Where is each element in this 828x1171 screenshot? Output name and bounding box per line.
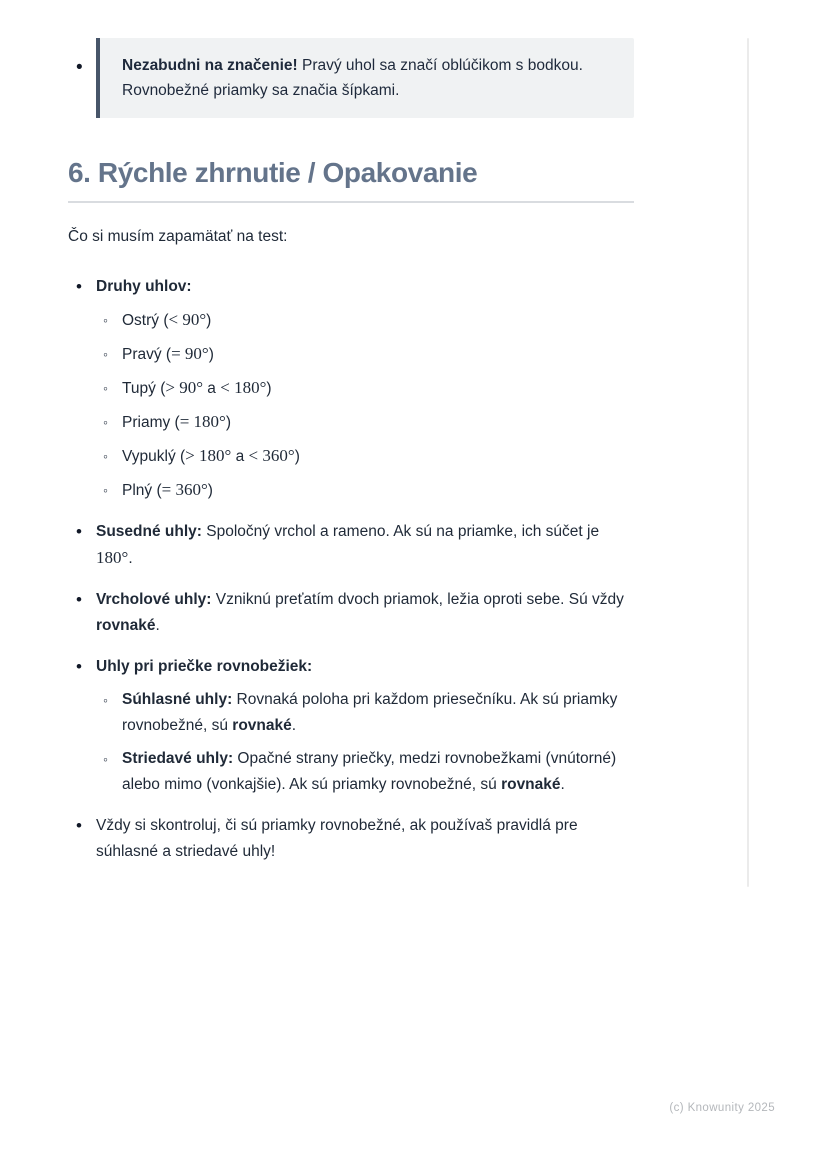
circle-marker: ◦	[103, 380, 108, 396]
item-text: )	[207, 482, 213, 499]
item-text: )	[294, 448, 300, 465]
list-item-suhlasne-uhly	[96, 687, 634, 739]
item-text: )	[206, 312, 212, 329]
section-heading: 6. Rýchle zhrnutie / Opakovanie	[68, 157, 478, 188]
callout-box	[96, 38, 634, 118]
circle-marker: ◦	[103, 692, 108, 708]
bullet-marker: •	[76, 57, 83, 78]
math-value: > 90°	[165, 378, 203, 397]
item-text: Plný (	[122, 482, 162, 499]
copyright-text: (c) Knowunity 2025	[669, 1102, 775, 1114]
bullet-marker: •	[76, 590, 82, 609]
circle-marker: ◦	[103, 312, 108, 328]
list-item-priamy	[96, 409, 634, 436]
item-text: Spoločný vrchol a rameno. Ak sú na priamke, ich súčet je	[201, 523, 600, 540]
callout-bold-text: Nezabudni na značenie!	[122, 57, 298, 74]
math-value: > 180°	[185, 446, 232, 465]
list-item-vypukly	[96, 443, 634, 470]
math-value: < 90°	[168, 310, 207, 329]
item-text: .	[560, 776, 565, 793]
circle-marker: ◦	[103, 751, 108, 767]
list-item-vrcholove-uhly	[68, 587, 634, 639]
math-value: < 180°	[220, 378, 267, 397]
item-text: a	[231, 448, 249, 465]
item-label: Druhy uhlov:	[96, 278, 192, 295]
intro-text: Čo si musím zapamätať na test:	[68, 228, 288, 245]
item-label: Súhlasné uhly:	[122, 691, 233, 708]
page-edge-divider	[747, 38, 749, 887]
bullet-marker: •	[76, 657, 82, 676]
circle-marker: ◦	[103, 414, 108, 430]
item-label: Striedavé uhly:	[122, 750, 234, 767]
summary-list	[68, 274, 634, 865]
list-item-plny	[96, 477, 634, 504]
circle-marker: ◦	[103, 346, 108, 362]
item-text: )	[225, 414, 232, 431]
list-item-striedave-uhly	[96, 746, 634, 798]
bullet-marker: •	[76, 816, 82, 835]
bullet-marker: •	[76, 277, 82, 296]
math-value: = 180°	[179, 412, 226, 431]
item-emphasis: rovnaké	[232, 717, 292, 734]
item-text: Vypuklý (	[122, 448, 186, 465]
angle-types-list	[96, 307, 634, 504]
list-item-priecka	[68, 654, 634, 798]
item-emphasis: rovnaké	[501, 776, 561, 793]
item-text: Tupý (	[122, 380, 166, 397]
list-item-tupy	[96, 375, 634, 402]
document-content	[68, 38, 634, 880]
item-emphasis: rovnaké	[96, 617, 156, 634]
item-text: a	[203, 380, 221, 397]
item-text: .	[128, 550, 133, 567]
item-label: Uhly pri priečke rovnobežiek:	[96, 658, 313, 675]
math-value: < 360°	[248, 446, 295, 465]
list-item-final-note	[68, 813, 634, 865]
item-text: )	[208, 346, 214, 363]
item-text: )	[266, 380, 272, 397]
item-text: .	[291, 717, 297, 734]
item-text: Ostrý (	[122, 312, 169, 329]
item-text: Opačné strany priečky, medzi rovnobežkami (vnútorné) alebo mimo (vonkajšie). Ak sú priamky rovnobežné, sú	[122, 750, 617, 793]
callout-text: Pravý uhol sa značí oblúčikom s bodkou. Rovnobežné priamky sa značia šípkami.	[122, 57, 583, 99]
item-text: Priamy (	[122, 414, 180, 431]
item-text: Vždy si skontroluj, či sú priamky rovnobežné, ak používaš pravidlá pre súhlasné a striedavé uhly!	[96, 817, 578, 860]
item-text: Vzniknú preťatím dvoch priamok, ležia oproti sebe. Sú vždy	[211, 591, 624, 608]
circle-marker: ◦	[103, 448, 108, 464]
list-item-druhy-uhlov	[68, 274, 634, 504]
item-text: Pravý (	[122, 346, 172, 363]
item-label: Susedné uhly:	[96, 523, 202, 540]
list-item-susedne-uhly	[68, 519, 634, 572]
heading-divider	[68, 201, 634, 203]
item-text: .	[155, 617, 160, 634]
list-item-pravy	[96, 341, 634, 368]
item-text: Rovnaká poloha pri každom priesečníku. Ak sú priamky rovnobežné, sú	[122, 691, 618, 734]
callout-list-item	[68, 38, 634, 118]
priecka-sub-list	[96, 687, 634, 798]
math-value: = 90°	[171, 344, 209, 363]
list-item-ostry	[96, 307, 634, 334]
math-value: 180°	[96, 548, 129, 567]
math-value: = 360°	[161, 480, 208, 499]
circle-marker: ◦	[103, 482, 108, 498]
bullet-marker: •	[76, 522, 82, 541]
item-label: Vrcholové uhly:	[96, 591, 212, 608]
